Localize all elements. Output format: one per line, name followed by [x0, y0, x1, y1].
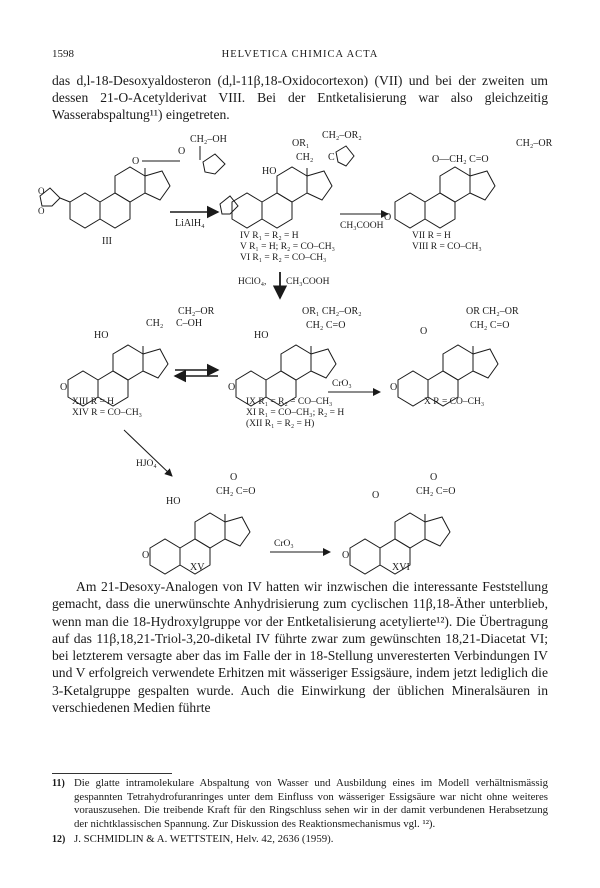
- IX-label-1: IX R₁ = R₂ = CO–CH₃: [246, 397, 333, 407]
- reagent-hjo4: HJO₄: [136, 459, 157, 469]
- structure-III: [38, 134, 227, 247]
- XVI-lactol-o: O: [430, 472, 438, 483]
- reaction-scheme: [40, 124, 560, 574]
- XIII-ho: HO: [94, 330, 109, 341]
- IX-top: OR₁ CH₂–OR₂: [302, 306, 362, 317]
- journal-title: HELVETICA CHIMICA ACTA: [221, 49, 379, 60]
- structure-VII-VIII: [384, 138, 553, 252]
- XIII-label-2: XIV R = CO–CH₃: [72, 408, 142, 418]
- VII-ch2-c: O—CH₂ C=O: [432, 154, 489, 165]
- VII-label-2: VIII R = CO–CH₃: [412, 242, 482, 252]
- footnote-12: [52, 833, 548, 847]
- IV-c: C: [328, 152, 335, 163]
- structure-IX-XII: [228, 306, 362, 429]
- body-text: Am 21-Desoxy-Analogen von IV hatten wir inzwischen die interessante Feststellung gemacht, dass die unerwünschte Anhydrisierung zum cyclischen 11β,18-Äther unterblieb, wenn man die 18-Hydroxylgruppe vor der Entketalisierung acetylierte¹²). Die Übertragung auf das 11β,18,21-Triol-3,20-diketal IV führte zwar zum gewünschten 18,21-Diacetat VI; bei letzterem versagte aber das im Falle der in 18-Stellung unveresterten Verbindungen IV und V erfolgreich verwendete Erhitzen mit wässeriger Essigsäure, indem jetzt lediglich die 3-Ketalgruppe gespalten wurde. Auch die Einwirkung der üblichen Mineralsäuren in verschiedenen Medien führte: [52, 579, 548, 716]
- XV-ho: HO: [166, 496, 181, 507]
- reagent-ch3cooh: CH₃COOH: [340, 221, 384, 231]
- XVI-mid: CH₂ C=O: [416, 486, 456, 497]
- footnote-number: 12): [52, 834, 66, 846]
- IV-label-1: IV R₁ = R₂ = H: [240, 231, 299, 241]
- footnotes: [52, 777, 548, 849]
- IV-side-top: CH₂–OR₂: [322, 130, 362, 141]
- page-header: [52, 48, 548, 64]
- XV-mid: CH₂ C=O: [216, 486, 256, 497]
- XIII-keto-o: O: [60, 382, 68, 393]
- reagent-ch3cooh-2: CH₃COOH: [286, 277, 330, 287]
- arrow-hjo4: [124, 430, 172, 476]
- VII-side: CH₂–OR: [516, 138, 553, 149]
- XV-label: XV: [190, 562, 205, 573]
- IV-ch2: CH₂: [296, 152, 314, 163]
- footnote-rule: [52, 773, 172, 774]
- IV-ho: HO: [262, 166, 277, 177]
- XIII-side: CH₂–OR: [178, 306, 215, 317]
- VII-label-1: VII R = H: [412, 231, 451, 241]
- page-number: 1598: [52, 48, 74, 60]
- structure-XV: [142, 472, 255, 574]
- reagent-hclo4: HClO₄,: [238, 277, 267, 287]
- XIII-ch2: CH₂: [146, 318, 164, 329]
- IX-label-3: (XII R₁ = R₂ = H): [246, 419, 315, 429]
- IV-label-2: V R₁ = H; R₂ = CO–CH₃: [240, 242, 335, 252]
- IX-label-2: XI R₁ = CO–CH₃; R₂ = H: [246, 408, 345, 418]
- footnote-text: Die glatte intramolekulare Abspaltung von Wasser und Ausbildung eines im Modell verhältnismässig gespannten Tetrahydrofuranringes unter dem Einfluss von wässeriger Essigsäure war nicht ohne weiteres vorauszusehen. Die treibende Kraft für den Ringschluss sehen wir in der damit verbundenen Herabsetzung der nichtklassischen Spannung. Zur Diskussion des Reaktionsmechanismus vgl. ¹²).: [74, 777, 548, 830]
- III-label: III: [102, 236, 112, 247]
- XIII-label-1: XIII R = H: [72, 397, 115, 407]
- structure-X: [390, 306, 519, 407]
- intro-text: das d,l-18-Desoxyaldosteron (d,l-11β,18-Oxidocortexon) (VII) und bei der zweiten um dessen 21-O-Acetylderivat VIII. Bei der Entketalisierung war also gleichzeitig Wasserabspaltung¹¹) eingetreten.: [52, 73, 548, 122]
- footnote-number: 11): [52, 778, 65, 789]
- X-mid: CH₂ C=O: [470, 320, 510, 331]
- XVI-11-o: O: [372, 490, 380, 501]
- VII-keto-o: O: [384, 212, 392, 223]
- XVI-label: XVI: [392, 562, 410, 573]
- structure-XIII-XIV: [60, 306, 215, 418]
- IV-label-3: VI R₁ = R₂ = CO–CH₃: [240, 253, 327, 263]
- reagent-cro3: CrO₃: [332, 379, 352, 389]
- XVI-keto-o: O: [342, 550, 350, 561]
- XV-lactol-o: O: [230, 472, 238, 483]
- X-label: X R = CO–CH₃: [424, 397, 485, 407]
- ketal-o-2: O: [38, 206, 45, 216]
- X-11-o: O: [420, 326, 428, 337]
- structure-XVI: [342, 472, 455, 574]
- intro-paragraph: [52, 72, 548, 123]
- ketal-o-1: O: [38, 186, 45, 196]
- XIII-coh: C–OH: [176, 318, 203, 329]
- IX-mid: CH₂ C=O: [306, 320, 346, 331]
- III-ring-o: O: [132, 156, 140, 167]
- structure-IV-VI: [220, 130, 362, 263]
- reagent-lialh4: LiAlH₄: [175, 218, 205, 229]
- IX-keto-o: O: [228, 382, 236, 393]
- III-carbonyl-o: O: [178, 146, 186, 157]
- IX-ho: HO: [254, 330, 269, 341]
- footnote-11: [52, 777, 548, 831]
- X-keto-o: O: [390, 382, 398, 393]
- III-side-chain: CH₂–OH: [190, 134, 227, 145]
- XV-keto-o: O: [142, 550, 150, 561]
- reagent-cro3-2: CrO₃: [274, 539, 294, 549]
- footnote-text: J. SCHMIDLIN & A. WETTSTEIN, Helv. 42, 2636 (1959).: [74, 833, 334, 846]
- X-top: OR CH₂–OR: [466, 306, 519, 317]
- body-paragraph: [52, 578, 548, 716]
- IV-or1: OR₁: [292, 138, 310, 149]
